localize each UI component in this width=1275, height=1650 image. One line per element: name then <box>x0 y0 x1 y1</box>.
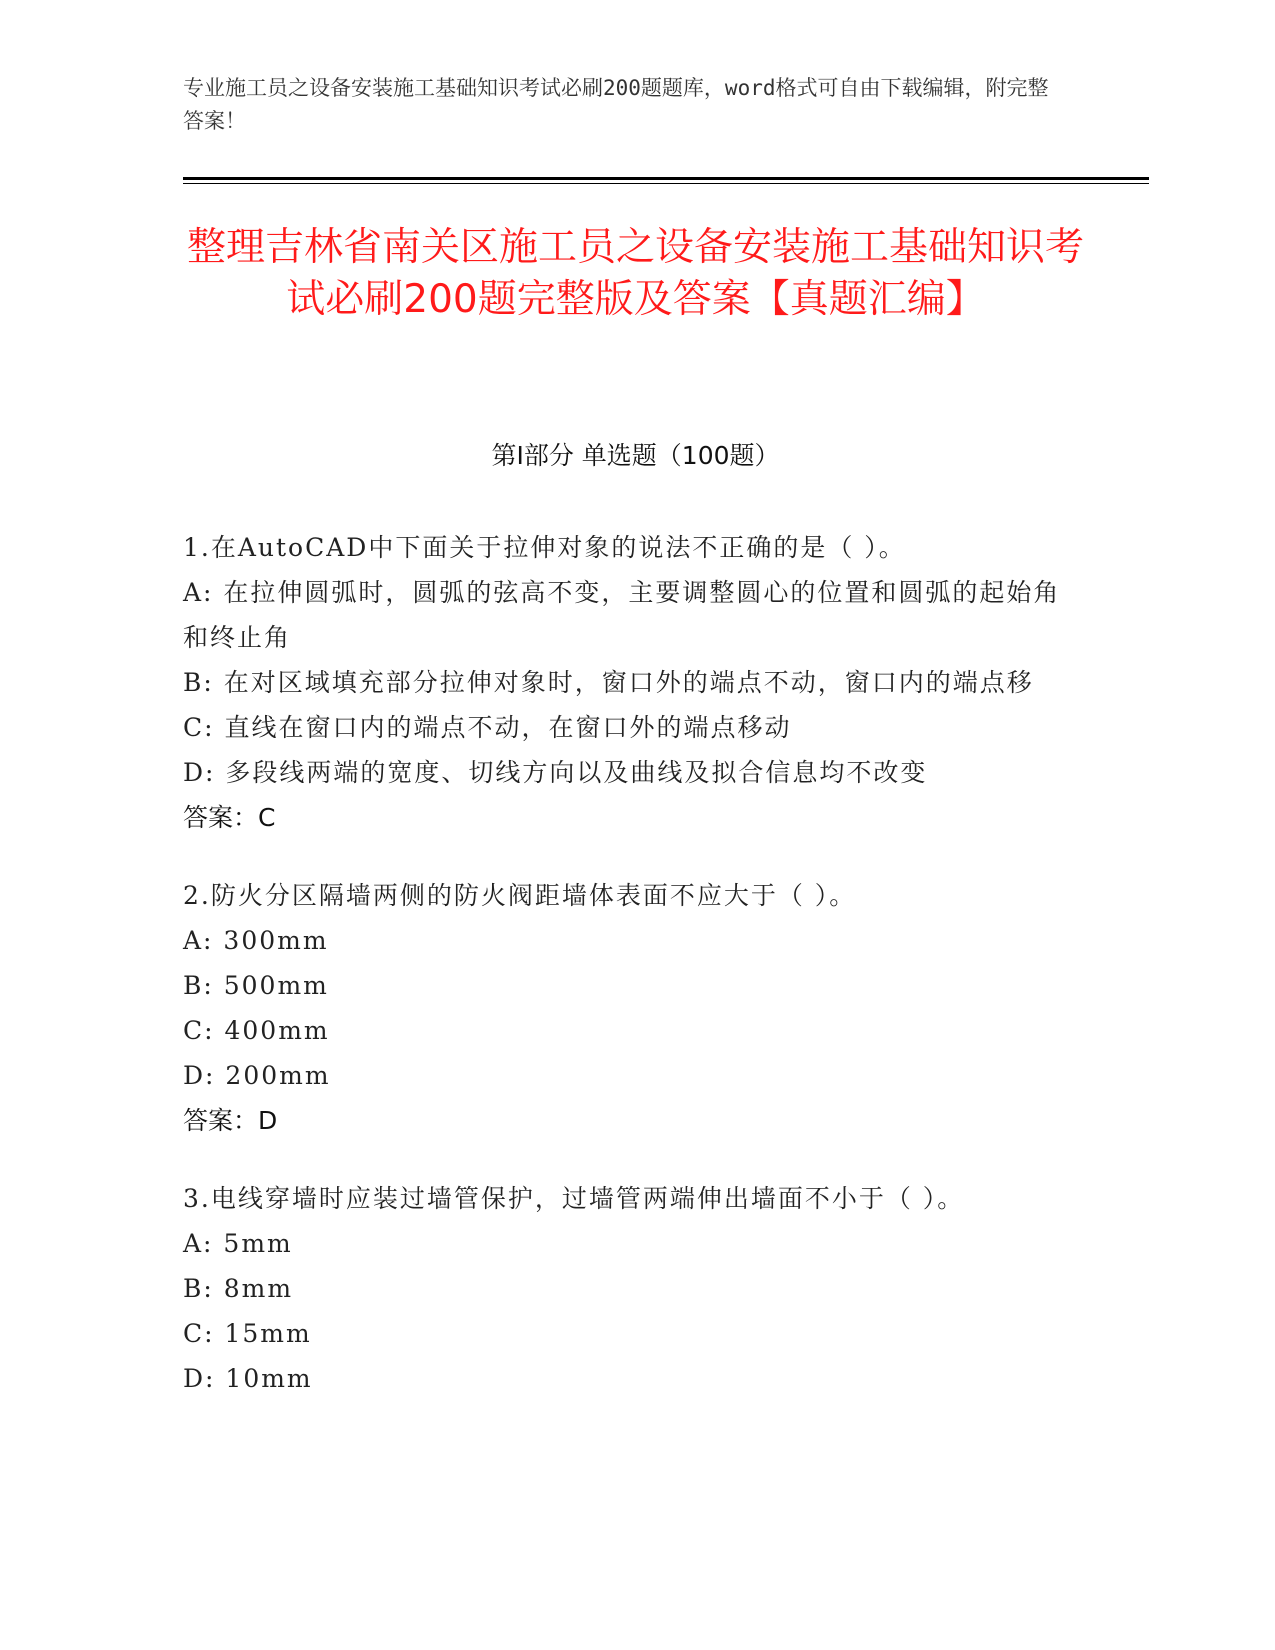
header-rule-thin <box>183 183 1149 184</box>
question-stem: 2.防火分区隔墙两侧的防火阀距墙体表面不应大于（ ）。 <box>183 881 857 910</box>
option-b: B: 500mm <box>183 971 329 1000</box>
question-3 <box>183 1176 1063 1401</box>
answer: 答案：C <box>183 803 276 832</box>
page-header: 专业施工员之设备安装施工基础知识考试必刷200题题库，word格式可自由下载编辑，附完整答案！ <box>183 76 1049 133</box>
section-heading: 第I部分 单选题（100题） <box>491 441 780 470</box>
question-1 <box>183 525 1063 840</box>
option-c: C: 15mm <box>183 1319 312 1348</box>
option-a: A: 300mm <box>183 926 329 955</box>
question-stem: 1.在AutoCAD中下面关于拉伸对象的说法不正确的是（ ）。 <box>183 533 906 562</box>
option-c: C: 直线在窗口内的端点不动，在窗口外的端点移动 <box>183 713 792 742</box>
document-title: 整理吉林省南关区施工员之设备安装施工基础知识考试必刷200题完整版及答案【真题汇编】 <box>186 225 1084 322</box>
option-b: B: 8mm <box>183 1274 294 1303</box>
option-d: D: 200mm <box>183 1061 331 1090</box>
header-rule-thick <box>183 177 1149 180</box>
question-2 <box>183 873 1063 1143</box>
option-b: B: 在对区域填充部分拉伸对象时，窗口外的端点不动，窗口内的端点移 <box>183 668 1034 697</box>
answer: 答案：D <box>183 1106 278 1135</box>
option-a: A: 在拉伸圆弧时，圆弧的弦高不变，主要调整圆心的位置和圆弧的起始角和终止角 <box>183 578 1061 652</box>
option-d: D: 多段线两端的宽度、切线方向以及曲线及拟合信息均不改变 <box>183 758 928 787</box>
option-c: C: 400mm <box>183 1016 330 1045</box>
question-list <box>183 525 1063 1434</box>
option-d: D: 10mm <box>183 1364 313 1393</box>
option-a: A: 5mm <box>183 1229 293 1258</box>
question-stem: 3.电线穿墙时应装过墙管保护，过墙管两端伸出墙面不小于（ ）。 <box>183 1184 965 1213</box>
